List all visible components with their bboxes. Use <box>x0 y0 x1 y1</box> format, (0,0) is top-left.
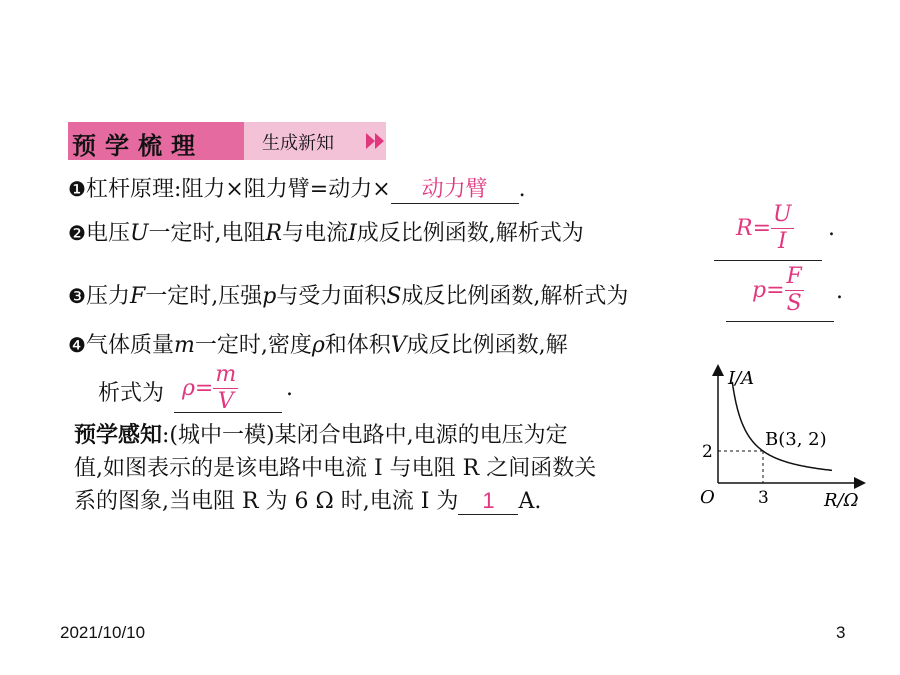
item-text: 一定时,密度 <box>194 333 312 358</box>
inverse-curve <box>732 382 832 471</box>
period: . <box>286 376 293 401</box>
answer-blank: 动力臂 <box>391 172 519 204</box>
item-1 <box>68 172 526 204</box>
item-4-continuation: 析式为 <box>98 381 165 406</box>
item-marker: ❸ <box>68 284 86 308</box>
page-number: 3 <box>836 623 846 642</box>
x-axis-label: R/Ω <box>824 490 859 511</box>
item-text: 一定时,压强 <box>145 284 263 309</box>
item-text: 成反比例函数,解析式为 <box>401 284 629 309</box>
item-text: 压力 <box>85 284 130 309</box>
item-text: 和体积 <box>324 333 391 358</box>
item-3 <box>68 279 628 310</box>
item-text: 与电流 <box>282 221 349 246</box>
section-subtitle: 生成新知 <box>262 133 334 154</box>
preview-text: A. <box>518 489 542 514</box>
variable: ρ <box>311 333 325 358</box>
point-label: B(3, 2) <box>765 429 827 450</box>
formula-left: p= <box>752 278 785 303</box>
item-text: 杠杆原理:阻力×阻力臂=动力× <box>85 177 391 202</box>
footer-date: 2021/10/10 <box>60 623 146 642</box>
period: . <box>836 279 843 304</box>
answer-underline <box>726 321 834 322</box>
preview-label: 预学感知 <box>74 423 163 448</box>
denominator: V <box>217 389 234 414</box>
y-tick-label: 2 <box>702 442 713 462</box>
preview-text: :(城中一模)某闭合电路中,电源的电压为定 <box>162 423 568 448</box>
item-text: 电压 <box>85 221 130 246</box>
answer-blank: 1 <box>458 488 518 515</box>
variable: S <box>386 284 402 309</box>
answer-formula-3 <box>752 266 804 315</box>
formula-left: R= <box>736 216 771 241</box>
answer-underline <box>714 260 822 261</box>
preview-text: 系的图象,当电阻 R 为 6 Ω 时,电流 I 为 <box>74 489 459 514</box>
answer-underline <box>174 412 282 413</box>
preview-line-3 <box>74 484 541 515</box>
item-2 <box>68 216 584 247</box>
numerator: F <box>786 264 802 289</box>
variable: R <box>265 221 283 246</box>
origin-label: O <box>700 487 715 508</box>
denominator: I <box>777 229 787 254</box>
variable: I <box>348 221 357 246</box>
section-title: 预学梳理 <box>72 132 204 160</box>
numerator: m <box>215 362 237 387</box>
answer-formula-4 <box>182 364 238 413</box>
variable: m <box>173 333 195 358</box>
period: . <box>518 177 526 202</box>
formula-fraction <box>213 364 238 413</box>
variable: F <box>129 284 146 309</box>
denominator: S <box>786 291 802 316</box>
y-axis-label: I/A <box>728 368 755 389</box>
preview-line-1 <box>74 418 568 449</box>
formula-fraction <box>771 204 794 253</box>
variable: p <box>262 284 277 309</box>
item-marker: ❷ <box>68 221 86 245</box>
preview-line-2: 值,如图表示的是该电路中电流 I 与电阻 R 之间函数关 <box>74 456 597 481</box>
current-resistance-graph <box>690 360 870 520</box>
variable: U <box>129 221 149 246</box>
numerator: U <box>773 202 792 227</box>
formula-left: ρ= <box>182 376 214 401</box>
variable: V <box>390 333 407 358</box>
item-marker: ❶ <box>68 177 86 201</box>
item-4 <box>68 328 568 359</box>
item-text: 成反比例函数,解 <box>406 333 568 358</box>
formula-fraction <box>785 266 804 315</box>
item-marker: ❹ <box>68 333 86 357</box>
item-text: 一定时,电阻 <box>148 221 266 246</box>
x-tick-label: 3 <box>758 488 769 508</box>
period: . <box>828 216 835 241</box>
answer-formula-2 <box>736 204 794 253</box>
item-text: 成反比例函数,解析式为 <box>356 221 584 246</box>
item-text: 与受力面积 <box>276 284 387 309</box>
item-text: 气体质量 <box>85 333 174 358</box>
double-arrow-icon <box>366 133 386 149</box>
